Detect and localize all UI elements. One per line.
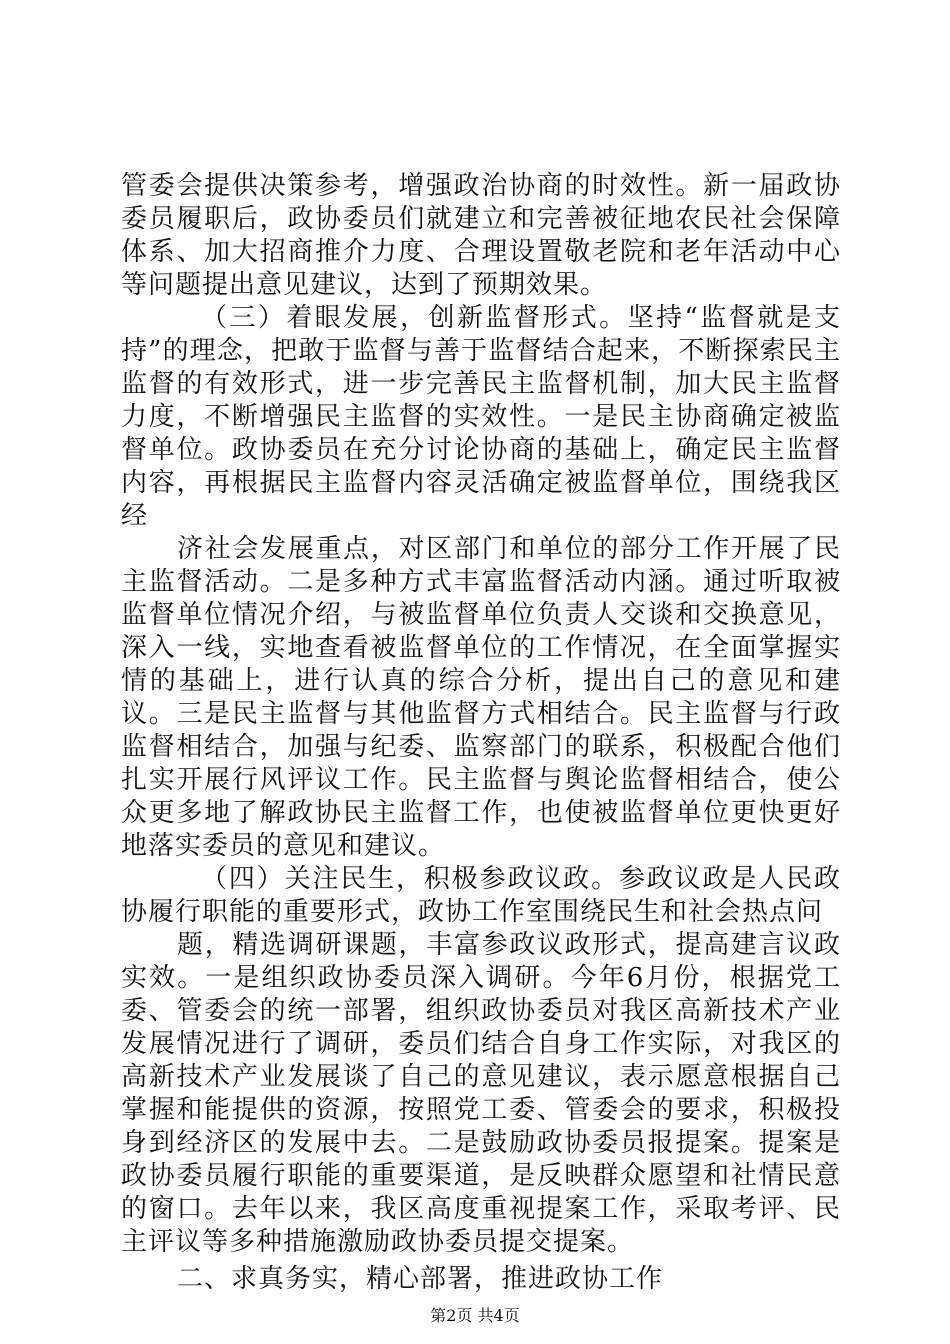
paragraph-section-three: （三）着眼发展，创新监督形式。坚持“监督就是支持”的理念，把敢于监督与善于监督结合起来，不断探索民主监督的有效形式，进一步完善民主监督机制，加大民主监督力度，不断增强民主监督的实效性。一是民主协商确定被监督单位。政协委员在充分讨论协商的基础上，确定民主监督内容，再根据民主监督内容灵活确定被监督单位，围绕我区经 — [121, 303, 841, 531]
paragraph-supervision-activities: 济社会发展重点，对区部门和单位的部分工作开展了民主监督活动。二是多种方式丰富监督活动内涵。通过听取被监督单位情况介绍，与被监督单位负责人交谈和交换意见，深入一线，实地查看被监督单位的工作情况，在全面掌握实情的基础上，进行认真的综合分析，提出自己的意见和建议。三是民主监督与其他监督方式相结合。民主监督与行政监督相结合，加强与纪委、监察部门的联系，积极配合他们扎实开展行风评议工作。民主监督与舆论监督相结合，使公众更多地了解政协民主监督工作，也使被监督单位更快更好地落实委员的意见和建议。 — [121, 534, 841, 861]
paragraph-research-proposals: 题，精选调研课题，丰富参政议政形式，提高建言议政实效。一是组织政协委员深入调研。今年6月份，根据党工委、管委会的统一部署，组织政协委员对我区高新技术产业发展情况进行了调研，委员们结合自身工作实际，对我区的高新技术产业发展谈了自己的意见建议，表示愿意根据自己掌握和能提供的资源，按照党工委、管委会的要求，积极投身到经济区的发展中去。二是鼓励政协委员报提案。提案是政协委员履行职能的重要渠道，是反映群众愿望和社情民意的窗口。去年以来，我区高度重视提案工作，采取考评、民主评议等多种措施激励政协委员提交提案。 — [121, 930, 841, 1257]
paragraph-continuation: 管委会提供决策参考，增强政治协商的时效性。新一届政协委员履职后，政协委员们就建立和完善被征地农民社会保障体系、加大招商推介力度、合理设置敬老院和老年活动中心等问题提出意见建议，达到了预期效果。 — [121, 171, 841, 300]
page-number-label: 第2页 共4页 — [430, 1306, 520, 1325]
paragraph-section-four: （四）关注民生，积极参政议政。参政议政是人民政协履行职能的重要形式，政协工作室围绕民生和社会热点问 — [121, 864, 841, 927]
document-body — [121, 170, 841, 1296]
page-footer — [0, 1306, 950, 1326]
section-heading-two: 二、求真务实，精心部署，推进政协工作 — [177, 1264, 664, 1294]
